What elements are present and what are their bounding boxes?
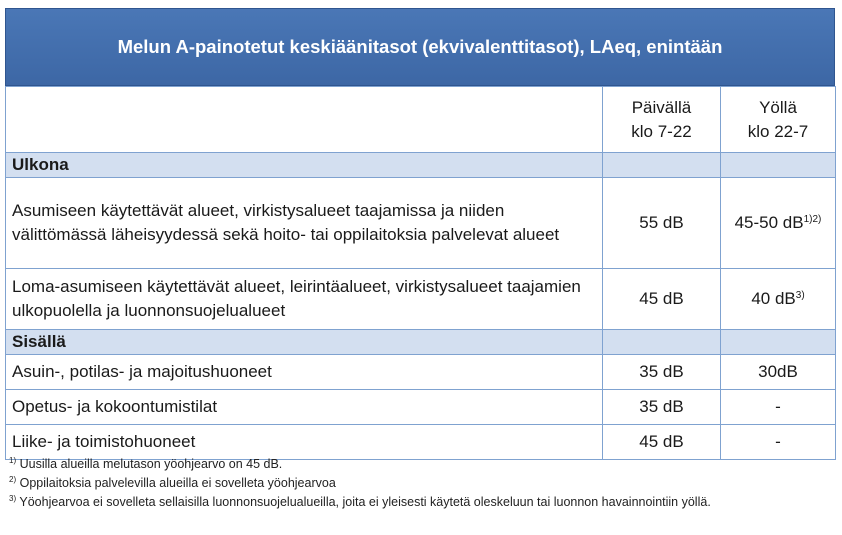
section-fill-cell	[721, 153, 836, 178]
header-day-time: klo 7-22	[631, 121, 692, 141]
day-value: 35 dB	[603, 355, 721, 390]
section-row-indoor	[6, 330, 836, 355]
footnote-text: Oppilaitoksia palvelevilla alueilla ei sovelleta yöohjearvoa	[19, 476, 336, 490]
table-row	[6, 355, 836, 390]
area-cell: Asumiseen käytettävät alueet, virkistysalueet taajamissa ja niiden välittömässä läheisyydessä sekä hoito- tai oppilaitoksia palvelevat alueet	[6, 178, 603, 269]
section-row-outdoor	[6, 153, 836, 178]
header-night-time: klo 22-7	[747, 121, 809, 141]
footnote-text: Yöohjearvoa ei sovelleta sellaisilla luonnonsuojelualueilla, joita ei yleisesti käytetä oleskeluun tai luonnon havainnointiin yöllä.	[19, 495, 711, 509]
footnote	[9, 493, 809, 512]
footnote-text: Uusilla alueilla melutason yöohjearvo on 45 dB.	[19, 457, 283, 471]
header-day	[603, 87, 721, 153]
footnote-ref: 1)2)	[803, 214, 822, 225]
footnote-mark: 3)	[9, 494, 17, 503]
column-header-row	[6, 87, 836, 153]
noise-table	[5, 86, 836, 460]
header-blank-cell	[6, 87, 603, 153]
footnote-mark: 2)	[9, 475, 17, 484]
area-cell: Liike- ja toimistohuoneet	[6, 425, 603, 460]
night-value-cell	[721, 178, 836, 269]
table-row	[6, 269, 836, 330]
section-fill-cell	[721, 330, 836, 355]
table-row	[6, 390, 836, 425]
table-title-text: Melun A-painotetut keskiäänitasot (ekvivalenttitasot), LAeq, enintään	[117, 36, 723, 57]
header-day-label: Päivällä	[631, 97, 692, 117]
noise-limits-table	[5, 8, 835, 460]
table-row	[6, 178, 836, 269]
header-night-label: Yöllä	[759, 97, 797, 117]
table-title	[5, 8, 835, 86]
night-value-cell	[721, 269, 836, 330]
section-fill-cell	[603, 330, 721, 355]
night-value: 40 dB	[751, 289, 796, 308]
footnote-mark: 1)	[9, 456, 17, 465]
footnotes	[9, 455, 809, 512]
section-fill-cell	[603, 153, 721, 178]
area-cell: Asuin-, potilas- ja majoitushuoneet	[6, 355, 603, 390]
day-value: 55 dB	[603, 178, 721, 269]
night-value: -	[721, 390, 836, 425]
footnote-ref: 3)	[795, 290, 805, 301]
night-value: -	[721, 425, 836, 460]
area-cell: Opetus- ja kokoontumistilat	[6, 390, 603, 425]
section-label: Sisällä	[6, 330, 603, 355]
footnote	[9, 455, 809, 474]
day-value: 45 dB	[603, 425, 721, 460]
night-value: 45-50 dB	[734, 213, 804, 232]
day-value: 35 dB	[603, 390, 721, 425]
footnote	[9, 474, 809, 493]
header-night	[721, 87, 836, 153]
night-value: 30dB	[721, 355, 836, 390]
section-label: Ulkona	[6, 153, 603, 178]
day-value: 45 dB	[603, 269, 721, 330]
area-cell: Loma-asumiseen käytettävät alueet, leirintäalueet, virkistysalueet taajamien ulkopuolella ja luonnonsuojelualueet	[6, 269, 603, 330]
